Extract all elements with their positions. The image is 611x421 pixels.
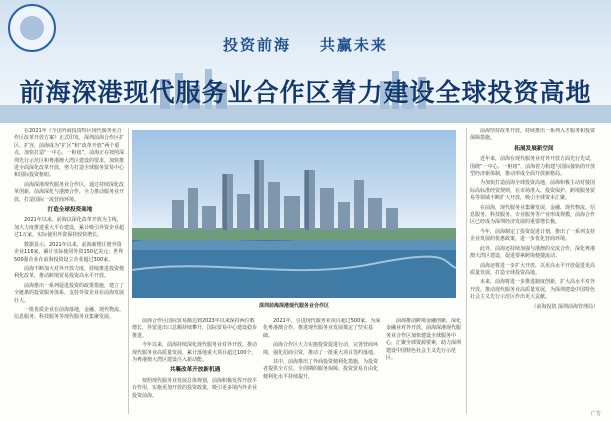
paragraph: 今年以来，前海持续深化现代服务业对外开放，推动现代服务业高质量发展，累计落地重大项目超过100个，为粤港澳大湾区建设注入新动能。 [132, 342, 258, 364]
paragraph: 此外，前海还持续加强与港澳的交流合作，深化粤港澳大湾区建设，促进要素跨境便捷流动。 [470, 245, 596, 260]
paragraph: 前海推出一系列促进投资的政策措施，建立了全链条的投资服务体系，支持外资企业在前海发展壮大。 [14, 282, 125, 304]
subheading: 共襄改革开放新机遇 [169, 367, 221, 374]
paragraph: 2021年以来，前海以深化改革开放为主线，加大力度推进重大平台建设，累计吸引外资企业超过1万家，实际使用外资保持较快增长。 [14, 217, 125, 239]
paragraph: 在前海，现代服务业集聚发展，金融、现代物流、信息服务、科技服务、专业服务等产业形成规模，前海合作区已经成为深圳经济发展的重要增长极。 [470, 204, 596, 226]
subheading: 拓展发展新空间 [514, 145, 554, 152]
paragraph: 前海不断加大对外开放力度，持续推进投资便利化改革，推动跨境贸易投资高水平开放。 [14, 265, 125, 280]
footer-tag: 广告 [590, 411, 601, 417]
paragraph: 前海合作区国际贸易额达到2023年以来保持两位数增长，外贸进出口总额持续攀升，国际贸易中心建设稳步推进。 [132, 318, 258, 339]
skyline-photo-graphic [132, 130, 456, 298]
article-column-2 [132, 318, 258, 414]
signoff: （前海投资 深圳前海管理局） [531, 303, 598, 310]
article-column-3 [263, 318, 381, 414]
main-headline: 前海深港现代服务业合作区着力建设全球投资高地 [19, 78, 592, 107]
photo-caption: 深圳前海深港现代服务业合作区 [258, 303, 329, 309]
article-column-5 [470, 128, 598, 414]
column-divider [128, 128, 129, 414]
paragraph: 数据显示，2021年以来，前海新增注册外资企业116家，累计实际使用外资150亿美元；世界500强企业在前海投资设立企业超过300家。 [14, 241, 124, 263]
paragraph: 近年来，前海在现代服务业对外开放方面先行先试，围绕“一中心、一枢纽”，前海着力构建与国际接轨的开放型经济新体制，推动形成全面开放新格局。 [470, 156, 596, 178]
paragraph: 前海坚持改革开放，持续推出一系列入才服务和投资保障措施。 [470, 128, 596, 142]
article-column-1 [14, 128, 126, 414]
article-column-4 [386, 318, 464, 414]
column-divider [466, 128, 467, 414]
header-banner [0, 0, 611, 123]
paragraph: 前海推动跨境金融创新，深化金融业对外开放，前海深港现代服务业合作区加快建设全球服务中心，汇聚全球资源要素，助力深圳建设中国特色社会主义先行示范区。 [386, 318, 462, 362]
subheading: 打造全球投资高地 [47, 207, 93, 214]
paragraph: 为加快打造前海全球投资高地，前海积极主动对接国际高标准经贸规则，在市场准入、投资保护、跨境服务贸易等领域不断扩大开放，吸引全球资本汇聚。 [470, 180, 596, 202]
paragraph: 前海深港现代服务业合作区，通过持续深化改革创新，前海深化与港澳合作，全力推动服务业开放，打造国际一流营商环境。 [14, 181, 125, 203]
paragraph: 其中，前海推出了外商投资便利化措施，为投资者提供全方位、全周期的服务保障，投资贸易自由化便利化水平持续提升。 [263, 359, 379, 380]
paragraph: 2021年，引进现代服务业项目超过500家，为深化粤港澳合作、推进现代服务业发展奠定了坚实基础。 [263, 318, 381, 339]
paragraph: 未来，前海将进一步推进制度创新，扩大高水平对外开放，推动现代服务业高质量发展，为深圳建设中国特色社会主义先行示范区作出更大贡献。 [470, 279, 596, 301]
kicker-headline: 投资前海 共赢未来 [223, 36, 388, 54]
paragraph: 在2021年《全国外商投资特区现代服务业合作区改革开放方案》正式印发，深圳前海合作区扩区、扩容，前海成为“扩区”和“改革开放”两个重点，加快打造“一中心、一枢纽”，前海正在按照深圳先行示范区和粤港澳大湾区建设的要求，加快推进全面深化改革开放，努力打造全球服务贸易中心和国际投资枢纽。 [14, 128, 125, 179]
paragraph: 按照现代服务业发展总体规划，前海积极发挥开放平台作用，实施更加开放的投资政策，吸引更多境内外企业投资前海。 [132, 377, 258, 399]
skyline-photo [132, 130, 456, 298]
paragraph: 前海合作区大力实施投资促进行动，完善营商环境，强化招商引资，推动了一批重大项目签约落地。 [263, 342, 379, 356]
paragraph: 前海还将进一步扩大开放，以更高水平开放促进更高质量发展，打造全球投资高地。 [470, 262, 596, 276]
paragraph: 一批优质企业在前海落地，金融、现代物流、信息服务、科技服务等现代服务业集聚发展。 [14, 306, 125, 321]
paragraph: 今年，前海制定了投资促进计划，推出了一系列支持企业发展的优惠政策，进一步优化营商环境。 [470, 228, 596, 243]
